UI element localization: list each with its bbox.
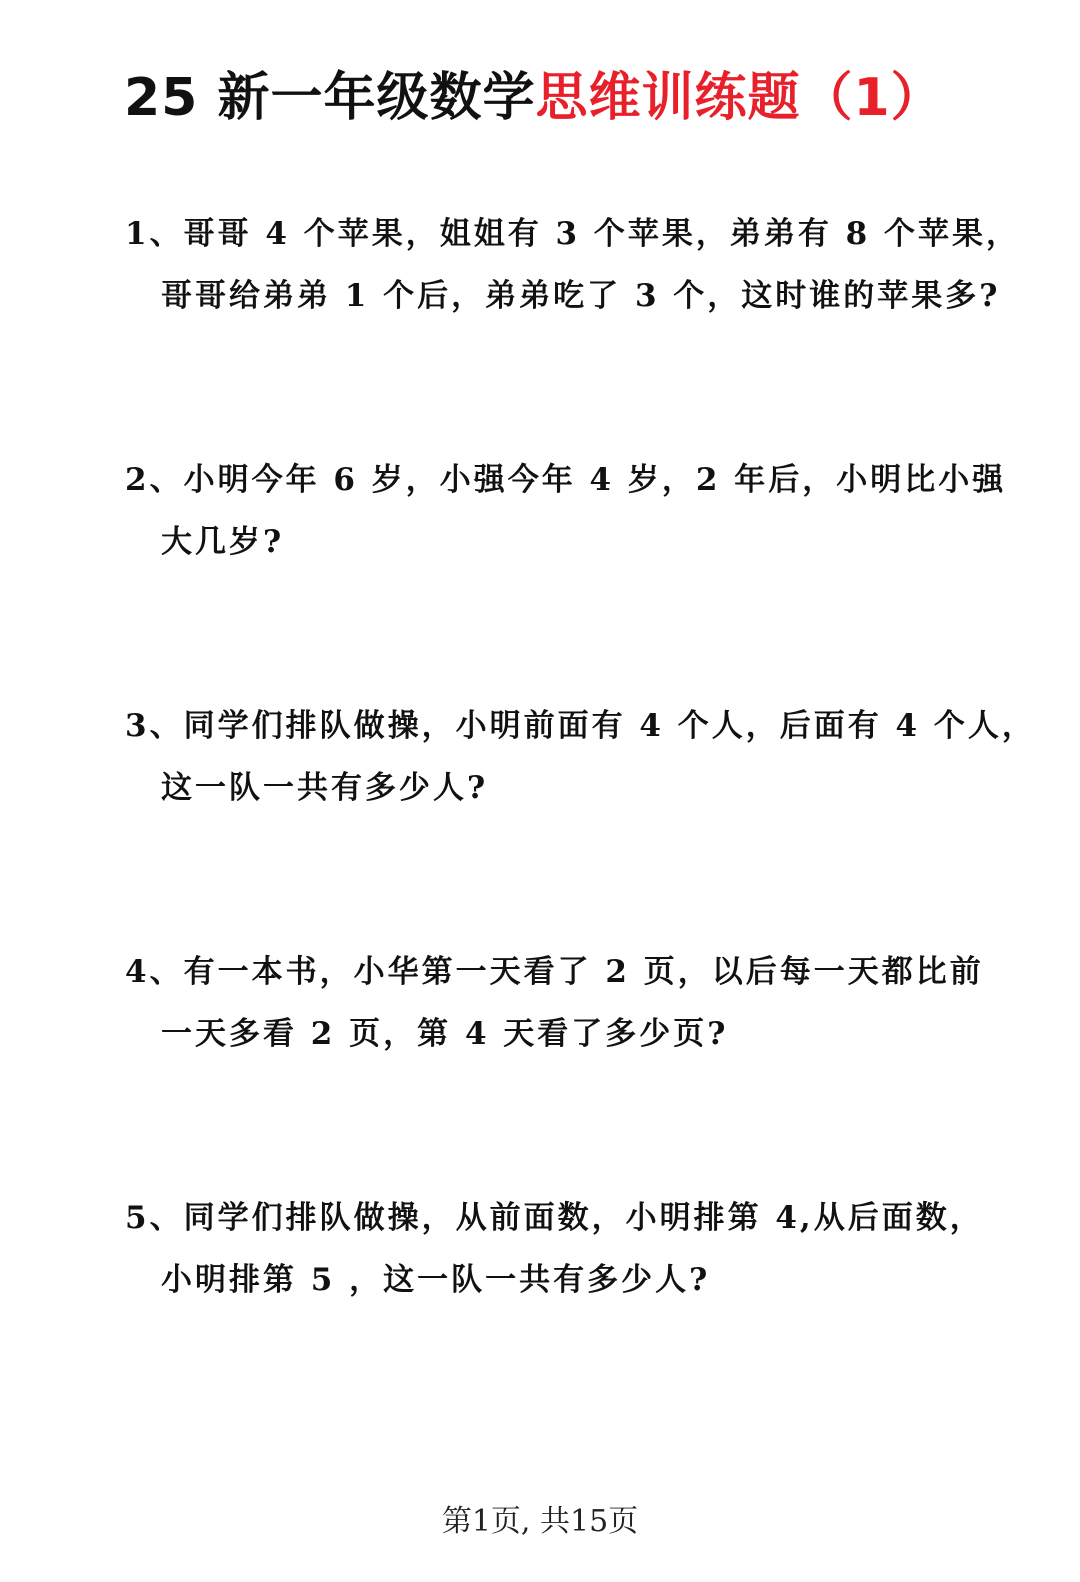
page-title: [124, 62, 944, 134]
question-4-line-2: 一天多看 2 页，第 4 天看了多少页?: [161, 1016, 729, 1052]
question-5-line-2: 小明排第 5 ，这一队一共有多少人?: [161, 1262, 711, 1298]
page-number-footer: 第1页, 共15页: [441, 1504, 639, 1539]
question-3-line-1: 3、同学们排队做操，小明前面有 4 个人，后面有 4 个人，: [125, 708, 1036, 744]
question-5-line-1: 5、同学们排队做操，从前面数，小明排第 4,从后面数，: [125, 1200, 984, 1236]
question-5: [125, 1187, 984, 1311]
question-3: [125, 695, 1036, 819]
question-4-line-1: 4、有一本书，小华第一天看了 2 页，以后每一天都比前: [125, 954, 984, 990]
question-1-line-2: 哥哥给弟弟 1 个后，弟弟吃了 3 个，这时谁的苹果多?: [161, 278, 1001, 314]
page-title-highlight: 思维训练题（1）: [535, 68, 944, 128]
question-1: [125, 203, 1021, 327]
question-4: [125, 941, 984, 1065]
question-2-line-1: 2、小明今年 6 岁，小强今年 4 岁，2 年后，小明比小强: [125, 462, 1007, 498]
question-2-line-2: 大几岁?: [161, 524, 285, 560]
question-3-line-2: 这一队一共有多少人?: [161, 770, 489, 806]
question-1-line-1: 1、哥哥 4 个苹果，姐姐有 3 个苹果，弟弟有 8 个苹果，: [125, 216, 1021, 252]
question-2: [125, 449, 1007, 573]
page-title-main: 25 新一年级数学: [124, 68, 536, 128]
